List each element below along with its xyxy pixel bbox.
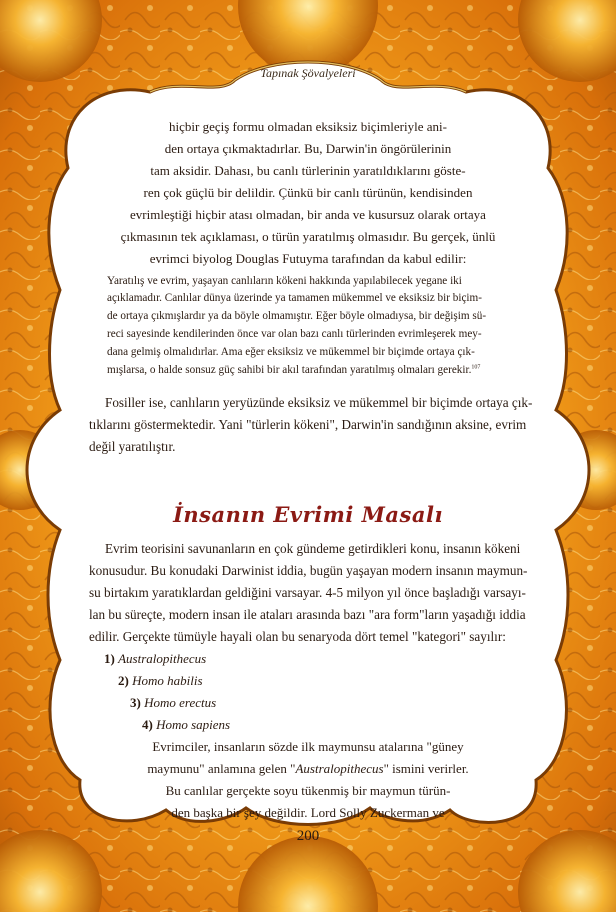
text-line: Evrimciler, insanların sözde ilk maymunsu atalarına "güney — [152, 739, 464, 754]
text-line: tıklarını göstermektedir. Yani "türlerin kökeni", Darwin'in sandığının aksine, evrim — [89, 417, 527, 432]
quote-line: de ortaya çıkmışlardır ya da böyle olmamıştır. Eğer böyle olmadıysa, bir değişim sü- — [107, 310, 487, 322]
footnote-ref: 107 — [471, 364, 481, 371]
category-item: 1) Australopithecus — [104, 651, 207, 666]
text-line: ren çok güçlü bir delildir. Çünkü bir canlı türünün, kendisinden — [143, 185, 473, 200]
text-line: evrimleştiği hiçbir atası olmadan, bir anda ve kusursuz olarak ortaya — [130, 207, 486, 222]
text-line: edilir. Gerçekte tümüyle hayali olan bu senaryoda dört temel "kategori" sayılır: — [89, 629, 506, 644]
text-line: Fosiller ise, canlıların yeryüzünde eksiksiz ve mükemmel bir biçimde ortaya çık- — [105, 395, 533, 410]
quote-line-last — [107, 362, 527, 380]
category-item: 3) Homo erectus — [130, 695, 217, 710]
quote-line: açıklamadır. Canlılar dünya üzerinde ya tamamen mükemmel ve eksiksiz bir biçim- — [107, 292, 482, 304]
category-item: 4) Homo sapiens — [142, 717, 231, 732]
text-line: den ortaya çıkmaktadırlar. Bu, Darwin'in öngörülerinin — [164, 141, 452, 156]
page-number: 200 — [296, 828, 320, 844]
quote-line: dana gelmiş olmalıdırlar. Ama eğer eksiksiz ve mükemmel bir biçimde ortaya çık- — [107, 346, 475, 358]
running-header: Tapınak Şövalyeleri — [260, 66, 356, 80]
text-line: değil yaratılıştır. — [89, 439, 176, 454]
text-line: maymunu" anlamına gelen "Australopithecus" ismini verirler. — [147, 761, 469, 776]
quote-text: mışlarsa, o halde sonsuz güç sahibi bir akıl tarafından yaratılmış olmaları gerekir. — [107, 364, 472, 376]
text-line: den başka bir şey değildir. Lord Solly Zuckerman ve — [171, 805, 445, 820]
quote-line: reci sayesinde kendilerinden önce var olan bazı canlı türlerinden evrimleşerek mey- — [107, 328, 482, 340]
text-line: evrimci biyolog Douglas Futuyma tarafından da kabul edilir: — [149, 251, 467, 266]
text-line: Evrim teorisini savunanların en çok gündeme getirdikleri konu, insanın kökeni — [105, 541, 521, 556]
section-title: İnsanın Evrimi Masalı — [173, 502, 443, 527]
quote-line: Yaratılış ve evrim, yaşayan canlıların kökeni hakkında yapılabilecek yegane iki — [107, 275, 462, 287]
text-line: lan bu süreçte, modern insan ile ataları arasında bazı "ara form"ların yaşadığı iddia — [89, 607, 526, 622]
text-line: su birtakım yaratıklardan geldiğini varsayar. 4-5 milyon yıl önce başladığı varsayı- — [89, 585, 526, 600]
category-item: 2) Homo habilis — [118, 673, 203, 688]
text-line: çıkmasının tek açıklaması, o türün yaratılmış olmasıdır. Bu gerçek, ünlü — [120, 229, 496, 244]
text-line: Bu canlılar gerçekte soyu tükenmiş bir maymun türün- — [165, 783, 451, 798]
text-line: konusudur. Bu konudaki Darwinist iddia, bugün yaşayan modern insanın maymun- — [89, 563, 528, 578]
text-line: hiçbir geçiş formu olmadan eksiksiz biçimleriyle ani- — [169, 119, 447, 134]
text-line: tam aksidir. Dahası, bu canlı türlerinin yaratıldıklarını göste- — [150, 163, 466, 178]
